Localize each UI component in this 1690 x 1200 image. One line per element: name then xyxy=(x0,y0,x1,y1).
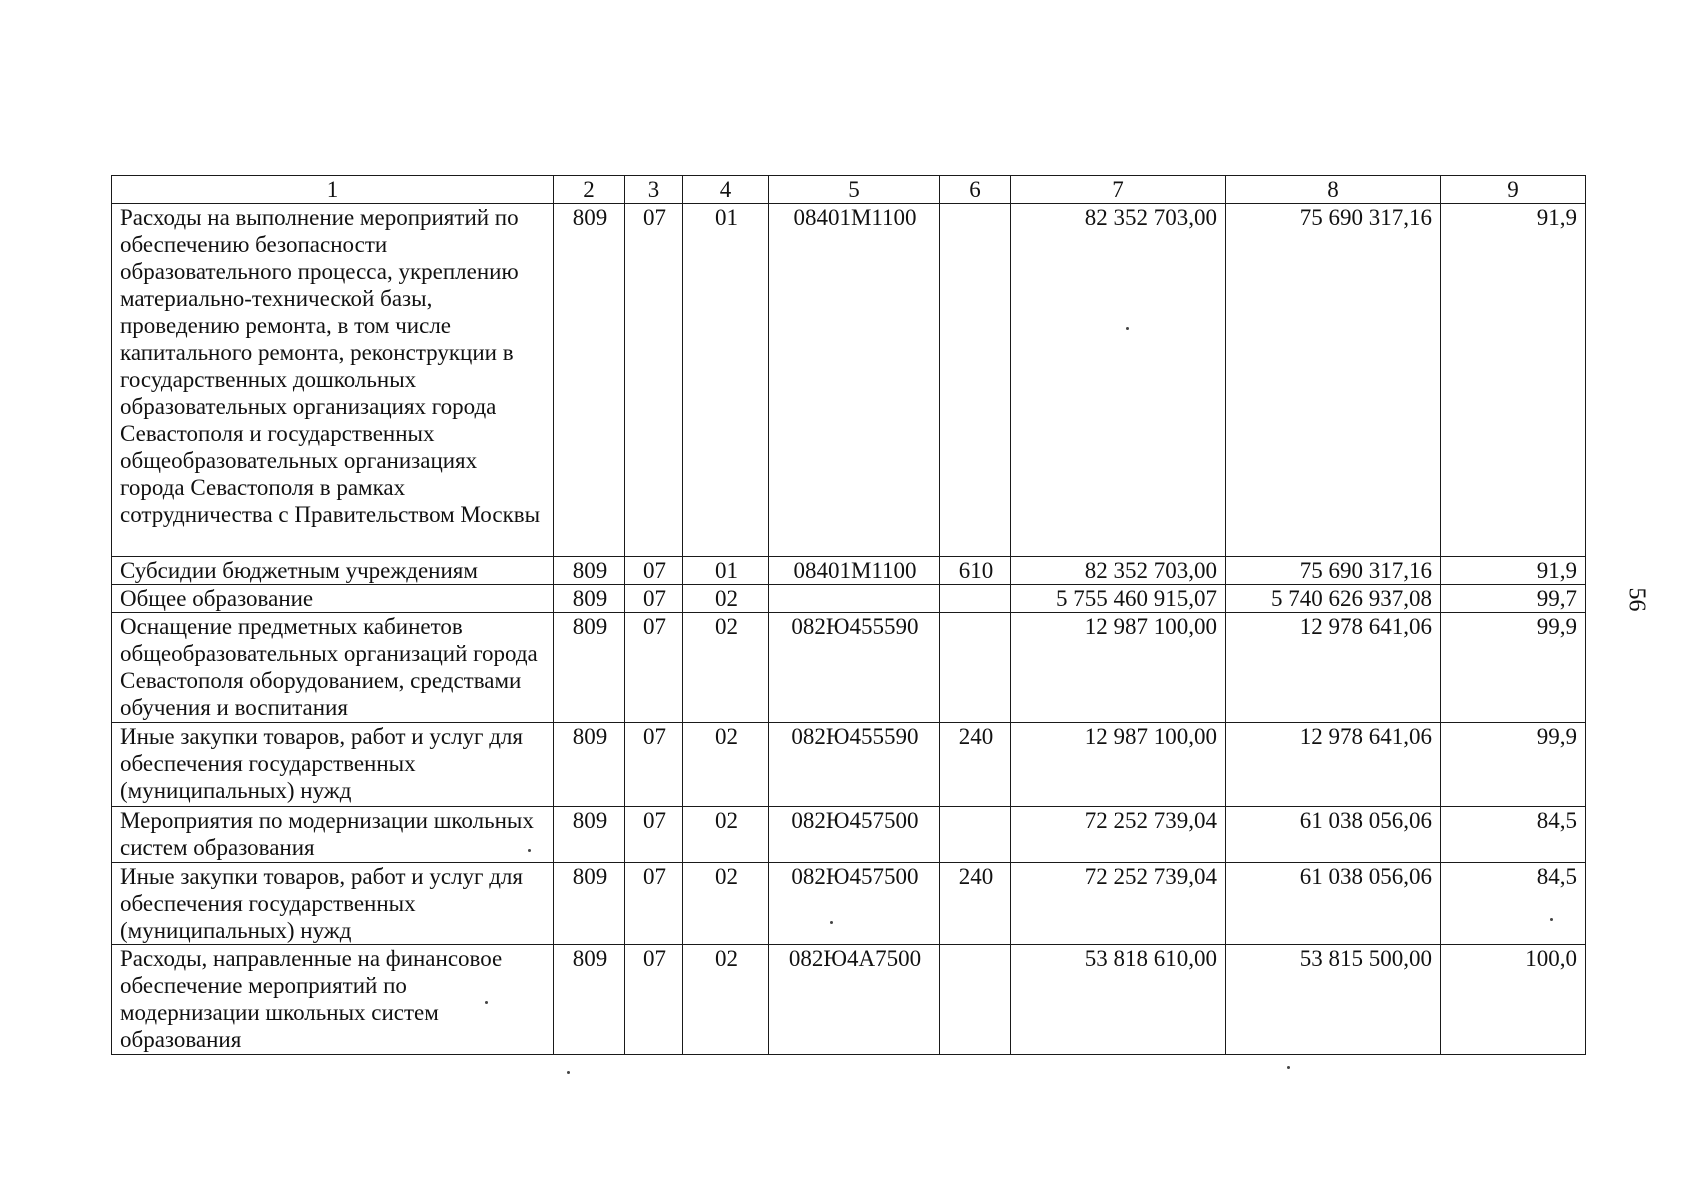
row-amount-8: 61 038 056,06 xyxy=(1226,807,1441,863)
header-cell: 6 xyxy=(940,176,1011,204)
row-code-4: 01 xyxy=(683,557,769,585)
scan-speck xyxy=(1550,918,1553,921)
row-code-2: 809 xyxy=(554,585,625,613)
row-code-4: 02 xyxy=(683,723,769,807)
row-amount-7: 53 818 610,00 xyxy=(1011,945,1226,1055)
table-row xyxy=(112,723,1586,807)
row-code-5: 08401М1100 xyxy=(769,557,940,585)
row-code-3: 07 xyxy=(625,585,683,613)
row-code-3: 07 xyxy=(625,807,683,863)
row-code-3: 07 xyxy=(625,557,683,585)
row-percent-9: 91,9 xyxy=(1441,204,1586,557)
row-code-6 xyxy=(940,807,1011,863)
table-row xyxy=(112,204,1586,557)
row-code-5: 082Ю457500 xyxy=(769,863,940,945)
row-code-4: 02 xyxy=(683,585,769,613)
header-cell: 8 xyxy=(1226,176,1441,204)
scan-speck xyxy=(830,921,833,924)
row-name: Мероприятия по модернизации школьных систем образования xyxy=(112,807,554,863)
row-amount-7: 72 252 739,04 xyxy=(1011,863,1226,945)
table-header-row xyxy=(112,176,1586,204)
row-code-3: 07 xyxy=(625,863,683,945)
table-row xyxy=(112,613,1586,723)
row-code-3: 07 xyxy=(625,204,683,557)
row-code-6 xyxy=(940,585,1011,613)
scan-speck xyxy=(1287,1066,1290,1069)
scan-speck xyxy=(1126,327,1129,330)
row-amount-8: 53 815 500,00 xyxy=(1226,945,1441,1055)
header-cell: 7 xyxy=(1011,176,1226,204)
row-code-5: 082Ю455590 xyxy=(769,613,940,723)
row-percent-9: 84,5 xyxy=(1441,863,1586,945)
row-percent-9: 91,9 xyxy=(1441,557,1586,585)
scan-speck xyxy=(528,849,531,852)
row-code-2: 809 xyxy=(554,557,625,585)
header-cell: 9 xyxy=(1441,176,1586,204)
row-code-5: 082Ю457500 xyxy=(769,807,940,863)
page-number: 56 xyxy=(1623,587,1650,612)
row-name: Иные закупки товаров, работ и услуг для обеспечения государственных (муниципальных) нужд xyxy=(112,863,554,945)
row-code-4: 02 xyxy=(683,613,769,723)
row-amount-7: 82 352 703,00 xyxy=(1011,204,1226,557)
row-code-2: 809 xyxy=(554,613,625,723)
row-code-6: 610 xyxy=(940,557,1011,585)
row-code-5: 08401М1100 xyxy=(769,204,940,557)
header-cell: 1 xyxy=(112,176,554,204)
row-name: Расходы на выполнение мероприятий по обеспечению безопасности образовательного процесса, укреплению материально-технической базы, проведению ремонта, в том числе капитального ремонта, реконструкции в государственных дошкольных образовательных организациях города Севастополя и государственных общеобразовательных организациях города Севастополя в рамках сотрудничества с Правительством Москвы xyxy=(112,204,554,557)
row-amount-7: 12 987 100,00 xyxy=(1011,723,1226,807)
row-code-5: 082Ю455590 xyxy=(769,723,940,807)
scan-speck xyxy=(485,1001,488,1004)
row-code-3: 07 xyxy=(625,723,683,807)
row-name: Расходы, направленные на финансовое обеспечение мероприятий по модернизации школьных систем образования xyxy=(112,945,554,1055)
row-code-2: 809 xyxy=(554,945,625,1055)
budget-table xyxy=(111,175,1586,1055)
table-row xyxy=(112,945,1586,1055)
header-cell: 3 xyxy=(625,176,683,204)
row-percent-9: 99,9 xyxy=(1441,723,1586,807)
row-percent-9: 84,5 xyxy=(1441,807,1586,863)
row-code-2: 809 xyxy=(554,204,625,557)
row-amount-8: 61 038 056,06 xyxy=(1226,863,1441,945)
row-percent-9: 99,7 xyxy=(1441,585,1586,613)
row-amount-8: 12 978 641,06 xyxy=(1226,723,1441,807)
row-amount-8: 75 690 317,16 xyxy=(1226,557,1441,585)
row-percent-9: 99,9 xyxy=(1441,613,1586,723)
row-name: Оснащение предметных кабинетов общеобразовательных организаций города Севастополя оборудованием, средствами обучения и воспитания xyxy=(112,613,554,723)
row-name: Субсидии бюджетным учреждениям xyxy=(112,557,554,585)
row-code-4: 02 xyxy=(683,945,769,1055)
row-code-5 xyxy=(769,585,940,613)
row-code-2: 809 xyxy=(554,863,625,945)
row-code-3: 07 xyxy=(625,613,683,723)
table-row xyxy=(112,863,1586,945)
row-code-6 xyxy=(940,613,1011,723)
row-code-6 xyxy=(940,204,1011,557)
header-cell: 2 xyxy=(554,176,625,204)
row-amount-7: 5 755 460 915,07 xyxy=(1011,585,1226,613)
table-row xyxy=(112,557,1586,585)
row-amount-7: 12 987 100,00 xyxy=(1011,613,1226,723)
row-code-4: 01 xyxy=(683,204,769,557)
table-row xyxy=(112,585,1586,613)
row-name: Иные закупки товаров, работ и услуг для обеспечения государственных (муниципальных) нужд xyxy=(112,723,554,807)
row-percent-9: 100,0 xyxy=(1441,945,1586,1055)
row-amount-7: 72 252 739,04 xyxy=(1011,807,1226,863)
row-amount-7: 82 352 703,00 xyxy=(1011,557,1226,585)
header-cell: 5 xyxy=(769,176,940,204)
row-code-6 xyxy=(940,945,1011,1055)
row-amount-8: 12 978 641,06 xyxy=(1226,613,1441,723)
row-code-2: 809 xyxy=(554,807,625,863)
header-cell: 4 xyxy=(683,176,769,204)
row-amount-8: 5 740 626 937,08 xyxy=(1226,585,1441,613)
row-code-4: 02 xyxy=(683,807,769,863)
row-code-6: 240 xyxy=(940,863,1011,945)
table-row xyxy=(112,807,1586,863)
row-code-3: 07 xyxy=(625,945,683,1055)
row-name: Общее образование xyxy=(112,585,554,613)
row-code-6: 240 xyxy=(940,723,1011,807)
row-code-5: 082Ю4А7500 xyxy=(769,945,940,1055)
scan-speck xyxy=(567,1071,570,1074)
row-code-4: 02 xyxy=(683,863,769,945)
row-code-2: 809 xyxy=(554,723,625,807)
row-amount-8: 75 690 317,16 xyxy=(1226,204,1441,557)
